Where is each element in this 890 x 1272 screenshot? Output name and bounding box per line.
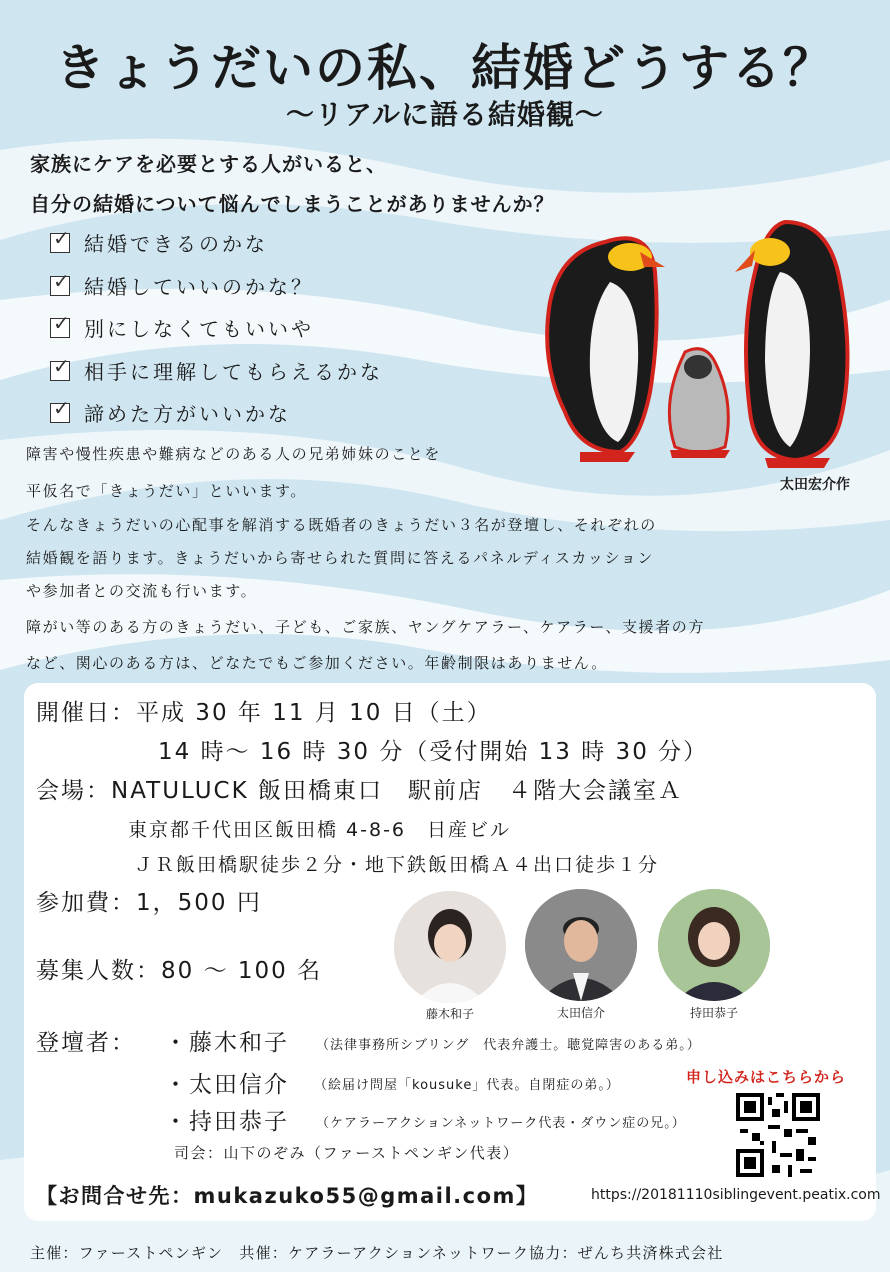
penguin-illustration: [540, 212, 870, 474]
body-line: 障害や慢性疾患や難病などのある人の兄弟姉妹のことを: [26, 445, 442, 463]
mc-info: 司会：山下のぞみ（ファーストペンギン代表）: [174, 1144, 520, 1162]
qr-code-icon[interactable]: [736, 1093, 820, 1177]
body-line: 障がい等のある方のきょうだい、子ども、ご家族、ヤングケアラー、ケアラー、支援者の方: [26, 618, 705, 636]
avatar: [525, 889, 637, 1001]
lead-line: 自分の結婚について悩んでしまうことがありませんか？: [30, 192, 555, 216]
speakers-label: 登壇者：: [36, 1030, 136, 1056]
body-line: など、関心のある方は、どなたでもご参加ください。年齢制限はありません。: [26, 654, 608, 672]
body-line: や参加者との交流も行います。: [26, 582, 258, 600]
speaker-note: （ケアラーアクションネットワーク代表・ダウン症の兄。）: [316, 1116, 686, 1131]
avatar: [658, 889, 770, 1001]
speaker-name: ・太田信介: [164, 1072, 289, 1098]
speaker-note: （法律事務所シブリング 代表弁護士。聴覚障害のある弟。）: [316, 1038, 701, 1053]
speaker-caption: 藤木和子: [425, 1007, 474, 1021]
speaker-caption: 持田恭子: [689, 1006, 738, 1020]
speaker-caption: 太田信介: [556, 1006, 605, 1020]
event-fee: 参加費：1，500 円: [36, 890, 262, 916]
penguin-chick: [669, 349, 730, 458]
checklist-item: ✓ 諦めた方がいいかな: [50, 398, 291, 427]
organizer-footer: 主催：ファーストペンギン 共催：ケアラーアクションネットワーク協力：ぜんち共済株式会社: [30, 1244, 724, 1262]
checkbox-icon: [50, 233, 70, 253]
checkbox-icon: [50, 276, 70, 296]
checkbox-icon: [50, 318, 70, 338]
speaker-name: ・藤木和子: [164, 1030, 289, 1056]
page-title: きょうだいの私、結婚どうする？: [55, 39, 835, 97]
speaker-name: ・持田恭子: [164, 1109, 289, 1135]
event-access: ＪＲ飯田橋駅徒歩２分・地下鉄飯田橋Ａ４出口徒歩１分: [134, 854, 660, 876]
checklist-item: ✓ 相手に理解してもらえるかな: [50, 356, 383, 385]
event-date: 開催日：平成 30 年 11 月 10 日（土）: [36, 700, 492, 726]
body-line: 結婚観を語ります。きょうだいから寄せられた質問に答えるパネルディスカッション: [26, 549, 654, 567]
avatar: [394, 891, 506, 1003]
page-subtitle: 〜リアルに語る結婚観〜: [286, 98, 604, 131]
event-capacity: 募集人数：80 〜 100 名: [36, 958, 323, 984]
apply-label: 申し込みはこちらから: [686, 1068, 847, 1086]
body-line: そんなきょうだいの心配事を解消する既婚者のきょうだい３名が登壇し、それぞれの: [26, 516, 657, 534]
speaker-note: （絵届け問屋「kousuke」代表。自閉症の弟。）: [314, 1078, 620, 1093]
body-line: 平仮名で「きょうだい」といいます。: [26, 482, 308, 500]
event-url-link[interactable]: https://20181110siblingevent.peatix.com: [591, 1187, 881, 1203]
checkbox-icon: [50, 403, 70, 423]
checkbox-icon: [50, 361, 70, 381]
checklist-item: ✓ 結婚できるのかな: [50, 228, 268, 257]
checklist-item: ✓ 結婚していいのかな？: [50, 271, 314, 300]
event-time: 14 時〜 16 時 30 分（受付開始 13 時 30 分）: [158, 739, 709, 765]
event-venue: 会場：NATULUCK 飯田橋東口 駅前店 ４階大会議室Ａ: [36, 778, 683, 804]
lead-line: 家族にケアを必要とする人がいると、: [30, 152, 387, 176]
checklist-item: ✓ 別にしなくてもいいや: [50, 313, 314, 342]
penguin-adult-right: [735, 222, 848, 468]
penguin-adult-left: [547, 238, 665, 462]
illustration-credit: 太田宏介作: [780, 477, 850, 493]
event-address: 東京都千代田区飯田橋 4-8-6 日産ビル: [128, 819, 512, 841]
contact-info: 【お問合せ先：mukazuko55@gmail.com】: [36, 1184, 539, 1208]
